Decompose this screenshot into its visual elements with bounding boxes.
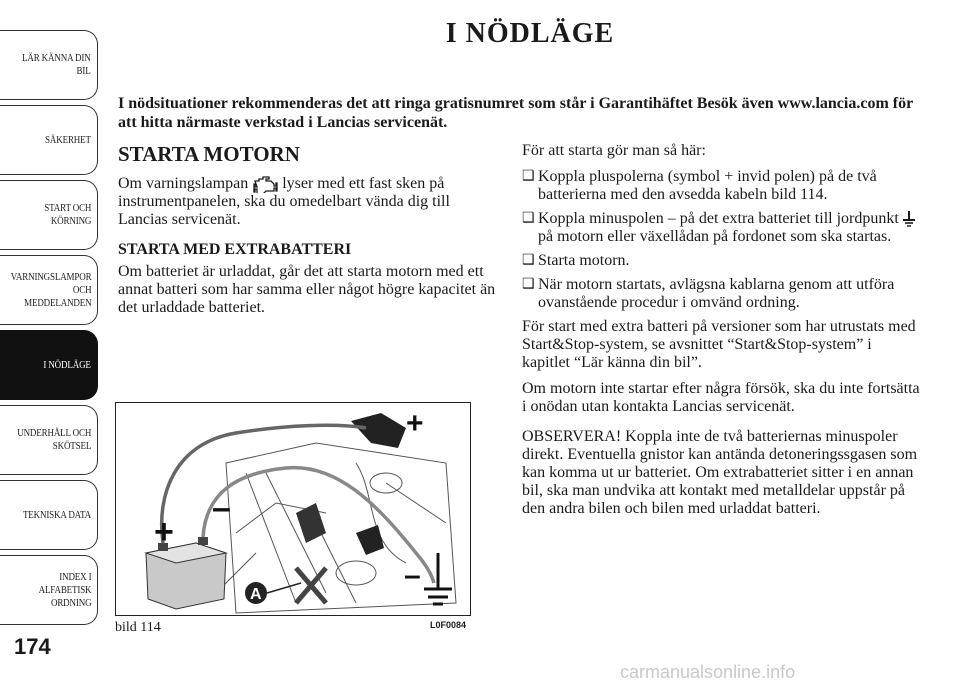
page-title: I NÖDLÄGE (445, 18, 615, 49)
label-a: A (250, 586, 262, 603)
figure-jump-start (115, 402, 471, 616)
warning-paragraph: OBSERVERA! Koppla inte de två batteriernas minuspoler direkt. Eventuella gnistor kan antända detoneringssgasen som kan komma ut ur batteriet. Om extrabatteriet sitter i en annan bil, ska man undvika att kontakt med metalldelar uppstår på den andra bilen och bilen med urladdat batteri. (522, 428, 918, 517)
plus-sign: + (154, 513, 174, 551)
list-item: ❑ Starta motorn. (522, 252, 922, 270)
tab-label: INDEX I ALFABETISK ORDNING (38, 570, 91, 609)
subsection-heading: STARTA MED EXTRABATTERI (118, 241, 352, 259)
startstop-paragraph: För start med extra batteri på versioner som har utrustats med Start&Stop-system, se avsnittet “Start&Stop-system” i kapitlet “Lär känna din bil”. (522, 318, 916, 371)
engine-warning-icon (252, 175, 278, 193)
right-column (522, 142, 922, 526)
tab-label: TEKNISKA DATA (22, 508, 91, 521)
steps-lead: För att starta gör man så här: (522, 142, 706, 159)
tab-start-och-korning[interactable] (0, 180, 98, 250)
jump-start-illustration (116, 403, 471, 616)
tab-label: START OCH KÖRNING (44, 202, 91, 227)
text-fragment: på motorn eller växellådan på fordonet som ska startas. (538, 228, 892, 245)
page-number: 174 (14, 634, 51, 659)
text-fragment: Koppla minuspolen – på det extra batteriet till jordpunkt (538, 210, 899, 227)
watermark: carmanualsonline.info (620, 662, 796, 682)
list-item: ❑ När motorn startats, avlägsna kablarna genom att utföra ovanstående procedur i omvänd ordning. (522, 276, 922, 312)
steps-list (522, 168, 922, 312)
engine-warning-paragraph (118, 175, 498, 229)
tab-i-nodlage[interactable] (0, 330, 98, 400)
tab-tekniska-data[interactable] (0, 480, 98, 550)
list-item: ❑ Koppla pluspolerna (symbol + invid polen) på de två batterierna med den avsedda kabeln bild 114. (522, 168, 922, 204)
minus-sign: – (212, 489, 231, 527)
tab-varningslampor[interactable] (0, 255, 98, 325)
tab-label: VARNINGSLAMPOR OCH MEDDELANDEN (10, 270, 91, 309)
tab-label: UNDERHÅLL OCH SKÖTSEL (17, 427, 91, 452)
battery-paragraph: Om batteriet är urladdat, går det att starta motorn med ett annat batteri som har samma eller något högre kapacitet än det urladdade batteriet. (118, 263, 496, 317)
ground-icon (903, 211, 915, 227)
tab-index[interactable] (0, 555, 98, 625)
plus-sign: + (406, 407, 424, 440)
tab-label: SÄKERHET (45, 133, 91, 146)
minus-sign: – (404, 559, 421, 592)
tab-label: I NÖDLÄGE (43, 358, 91, 371)
intro-paragraph: I nödsituationer rekommenderas det att ringa gratisnumret som står i Garantihäftet Besök även www.lancia.com för att hitta närmaste verkstad i Lancias servicenät. (118, 95, 913, 131)
tab-underhall-och-skotsel[interactable] (0, 405, 98, 475)
fail-paragraph: Om motorn inte startar efter några försök, ska du inte fortsätta i onödan utan kontakta Lancias servicenät. (522, 380, 920, 415)
x-mark-icon (296, 568, 326, 603)
tab-sakerhet[interactable] (0, 105, 98, 175)
text-fragment: lyser med ett fast sken på instrumentpanelen, ska du omedelbart vända dig till Lancias servicenät. (118, 175, 450, 229)
list-item (522, 210, 922, 246)
figure-code: L0F0084 (430, 620, 467, 630)
figure-caption: bild 114 (115, 620, 161, 635)
section-heading: STARTA MOTORN (118, 142, 300, 166)
tab-lar-kanna-din-bil[interactable] (0, 30, 98, 100)
ground-icon (424, 553, 452, 604)
left-column (118, 142, 498, 325)
text-fragment: Om varningslampan (118, 175, 249, 192)
tab-label: LÄR KÄNNA DIN BIL (22, 52, 91, 77)
